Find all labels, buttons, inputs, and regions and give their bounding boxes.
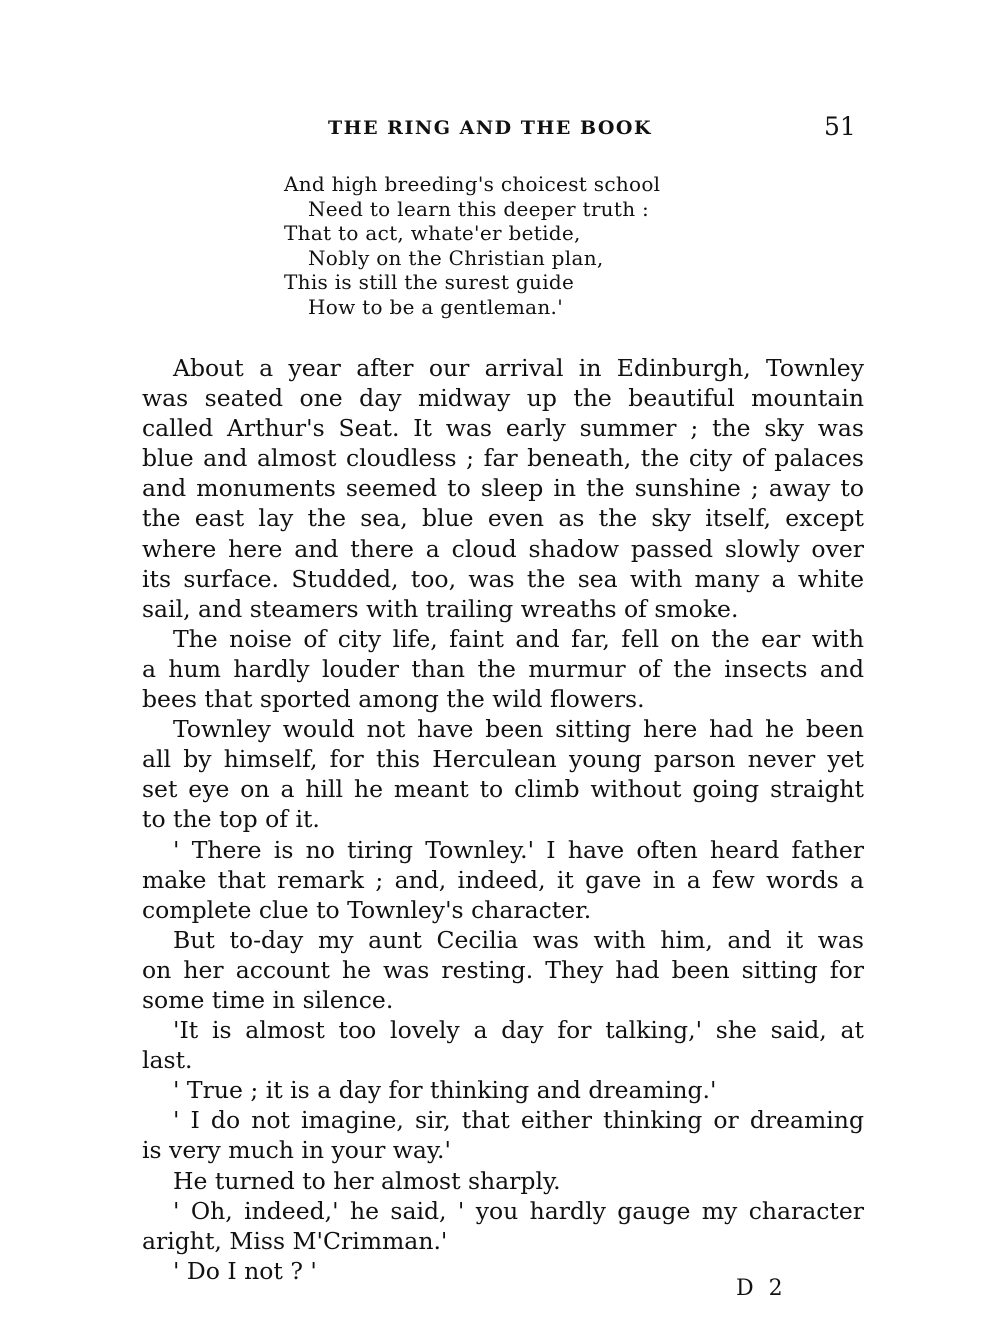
text-line: Townley would not have been sitting here had he been: [173, 715, 864, 744]
text-line: ' There is no tiring Townley.' I have often heard father: [173, 835, 864, 864]
text-line: was seated one day midway up the beautiful mountain: [142, 384, 864, 413]
text-line: a hum hardly louder than the murmur of the insects and: [142, 654, 864, 683]
text-line: He turned to her almost sharply.: [173, 1166, 561, 1195]
body-text: [142, 353, 864, 1286]
text-line: called Arthur's Seat. It was early summer ; the sky was: [142, 414, 864, 443]
text-line: About a year after our arrival in Edinburgh, Townley: [173, 354, 864, 382]
text-line: The noise of city life, faint and far, fell on the ear with: [173, 624, 864, 653]
text-line: 'It is almost too lovely a day for talking,' she said, at: [173, 1016, 864, 1045]
text-line: ' I do not imagine, sir, that either thinking or dreaming: [173, 1106, 864, 1135]
poem-line: How to be a gentleman.': [308, 294, 563, 319]
text-line: on her account he was resting. They had been sitting for: [142, 955, 864, 984]
text-line: last.: [142, 1046, 193, 1075]
text-line: bees that sported among the wild flowers.: [142, 685, 645, 714]
poem-line: This is still the surest guide: [284, 270, 575, 295]
running-title: THE RING AND THE BOOK: [328, 117, 652, 139]
text-line: all by himself, for this Herculean young parson never yet: [142, 745, 864, 774]
text-line: ' Oh, indeed,' he said, ' you hardly gauge my character: [173, 1196, 864, 1225]
text-line: sail, and steamers with trailing wreaths of smoke.: [142, 594, 739, 623]
text-line: the east lay the sea, blue even as the sky itself, except: [142, 504, 864, 533]
poem-line: Need to learn this deeper truth :: [308, 196, 650, 221]
text-line: its surface. Studded, too, was the sea with many a white: [142, 564, 864, 593]
text-line: and monuments seemed to sleep in the sunshine ; away to: [142, 474, 864, 503]
poem-line: That to act, whate'er betide,: [284, 221, 581, 246]
text-line: But to-day my aunt Cecilia was with him, and it was: [173, 925, 864, 954]
text-line: to the top of it.: [142, 805, 320, 834]
text-line: make that remark ; and, indeed, it gave in a few words a: [142, 865, 864, 894]
text-line: where here and there a cloud shadow passed slowly over: [142, 534, 864, 563]
poem-stanza: [284, 172, 660, 320]
text-line: blue and almost cloudless ; far beneath, the city of palaces: [142, 444, 864, 473]
text-line: some time in silence.: [142, 985, 394, 1014]
poem-line: And high breeding's choicest school: [284, 172, 661, 196]
text-line: set eye on a hill he meant to climb without going straight: [142, 775, 864, 804]
text-line: ' Do I not ? ': [173, 1256, 317, 1285]
text-line: is very much in your way.': [142, 1136, 451, 1165]
text-line: ' True ; it is a day for thinking and dreaming.': [173, 1076, 717, 1105]
signature-mark: D 2: [736, 1276, 787, 1301]
text-line: aright, Miss M'Crimman.': [142, 1226, 448, 1255]
page-number: 51: [824, 112, 856, 141]
text-line: complete clue to Townley's character.: [142, 895, 592, 924]
poem-line: Nobly on the Christian plan,: [308, 245, 604, 270]
